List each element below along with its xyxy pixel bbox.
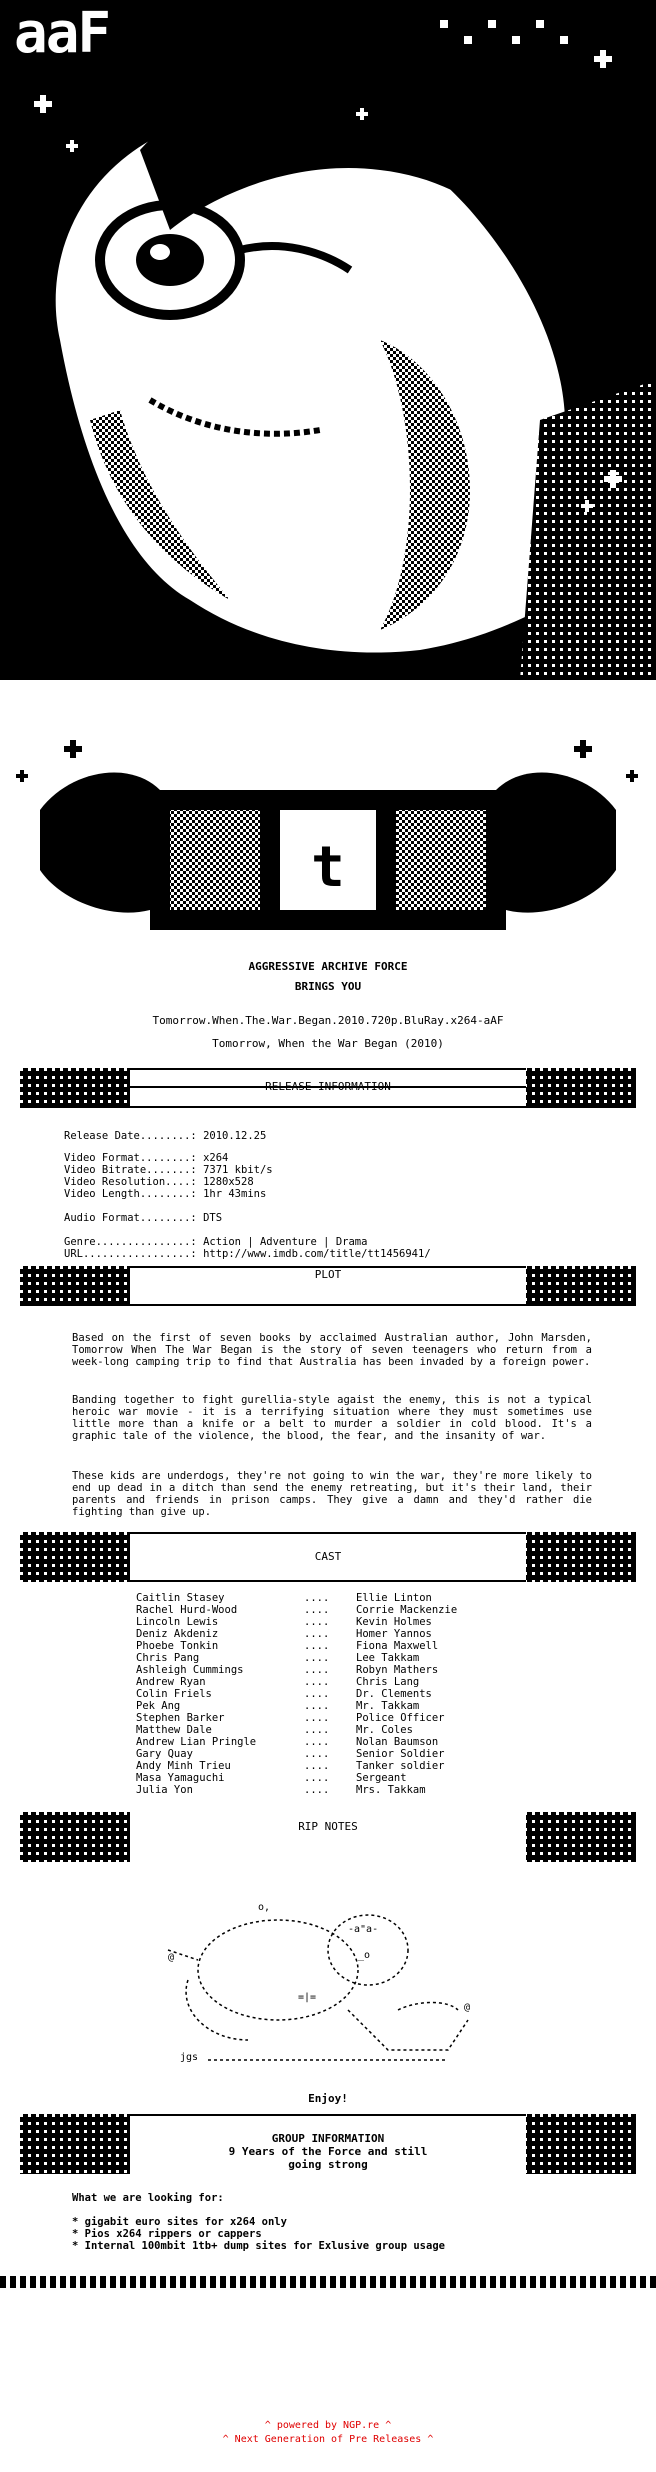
cast-role: Robyn Mathers [356, 1664, 439, 1676]
portrait-art [0, 0, 656, 680]
plot-paragraph-1: Based on the first of seven books by acclaimed Australian author, John Marsden, Tomorrow When The War Began is the story of seven teenagers who return from a week-long camping trip to find that Australia has been invaded by a foreign power. [72, 1332, 592, 1368]
cast-role: Corrie Mackenzie [356, 1604, 458, 1616]
cast-actor: Ashleigh Cummings [136, 1664, 244, 1676]
cast-actor: Julia Yon [136, 1784, 193, 1796]
section-banner-release-info [20, 1068, 636, 1108]
svg-text:-a"a-: -a"a- [348, 1924, 379, 1935]
cast-actor: Phoebe Tonkin [136, 1640, 219, 1652]
plot-paragraph-2: Banding together to fight gurellia-style agaist the enemy, this is not a typical heroic war movie - it is a terrifying situation where they must sometimes use little more than a knife or a belt to murder a soldier in cold blood. It's a graphic tale of the violence, the blood, the fear, and the insanity of war. [72, 1394, 592, 1442]
svg-text:o,: o, [258, 1902, 271, 1913]
looking-for-item-2: * Pios x264 rippers or cappers [72, 2228, 262, 2240]
cast-separator: .... [304, 1760, 330, 1772]
cast-role: Sergeant [356, 1772, 407, 1784]
cast-actor: Caitlin Stasey [136, 1592, 225, 1604]
looking-for-item-1: * gigabit euro sites for x264 only [72, 2216, 287, 2228]
cast-role: Dr. Clements [356, 1688, 432, 1700]
cast-role: Kevin Holmes [356, 1616, 432, 1628]
cast-separator: .... [304, 1700, 330, 1712]
cast-separator: .... [304, 1628, 330, 1640]
cast-actor: Matthew Dale [136, 1724, 212, 1736]
cast-actor: Lincoln Lewis [136, 1616, 219, 1628]
ascii-signature: jgs [180, 2052, 199, 2063]
cast-actor: Andrew Lian Pringle [136, 1736, 257, 1748]
cast-separator: .... [304, 1724, 330, 1736]
movie-title: Tomorrow, When the War Began (2010) [212, 1037, 444, 1050]
cast-separator: .... [304, 1784, 330, 1796]
bottom-separator [0, 2276, 656, 2288]
section-title: CAST [314, 1550, 342, 1563]
group-info-line2: going strong [288, 2158, 368, 2171]
cast-actor: Gary Quay [136, 1748, 193, 1760]
cast-role: Mrs. Takkam [356, 1784, 426, 1796]
cast-role: Nolan Baumson [356, 1736, 439, 1748]
intro-line-1: AGGRESSIVE ARCHIVE FORCE [248, 960, 408, 973]
cast-role: Police Officer [356, 1712, 445, 1724]
cast-actor: Pek Ang [136, 1700, 181, 1712]
cast-role: Senior Soldier [356, 1748, 445, 1760]
cast-role: Homer Yannos [356, 1628, 432, 1640]
plot-paragraph-3: These kids are underdogs, they're not going to win the war, they're more likely to end up dead in a ditch than send the enemy retreating, but it's their land, their parents and friends in prison camps. They give a damn and they'd rather die fighting than give up. [72, 1470, 592, 1518]
dts-emblem [0, 730, 656, 940]
svg-text:@: @ [464, 2002, 471, 2013]
section-banner-plot [20, 1266, 636, 1306]
cast-actor: Colin Friels [136, 1688, 212, 1700]
genre: Genre...............: Action | Adventure | Drama [64, 1236, 368, 1248]
cast-actor: Andrew Ryan [136, 1676, 206, 1688]
cast-separator: .... [304, 1772, 330, 1784]
svg-text:@: @ [168, 1952, 175, 1963]
footer-line-2[interactable]: ^ Next Generation of Pre Releases ^ [222, 2434, 434, 2445]
cast-role: Mr. Takkam [356, 1700, 420, 1712]
section-banner-rip-notes [20, 1812, 636, 1862]
looking-for-heading: What we are looking for: [72, 2192, 224, 2204]
cast-role: Ellie Linton [356, 1592, 432, 1604]
cast-separator: .... [304, 1664, 330, 1676]
group-logo-text: aaF [14, 1, 110, 66]
enjoy-text: Enjoy! [308, 2092, 348, 2105]
cast-actor: Deniz Akdeniz [136, 1628, 219, 1640]
cast-role: Chris Lang [356, 1676, 420, 1688]
section-title: RIP NOTES [298, 1820, 358, 1833]
group-info-line1: 9 Years of the Force and still [228, 2145, 428, 2158]
section-banner-group-info [20, 2114, 636, 2174]
cast-separator: .... [304, 1688, 330, 1700]
cast-role: Mr. Coles [356, 1724, 413, 1736]
cast-list [136, 1592, 556, 1812]
cast-actor: Masa Yamaguchi [136, 1772, 225, 1784]
video-resolution: Video Resolution....: 1280x528 [64, 1176, 254, 1188]
svg-text:=|=: =|= [298, 1992, 317, 2003]
cast-separator: .... [304, 1616, 330, 1628]
cast-actor: Rachel Hurd-Wood [136, 1604, 238, 1616]
intro-line-2: BRINGS YOU [294, 980, 362, 993]
cast-role: Lee Takkam [356, 1652, 420, 1664]
video-length: Video Length........: 1hr 43mins [64, 1188, 267, 1200]
cast-actor: Chris Pang [136, 1652, 200, 1664]
section-title: RELEASE INFORMATION [265, 1080, 391, 1093]
looking-for-item-3: * Internal 100mbit 1tb+ dump sites for Exlusive group usage [72, 2240, 445, 2252]
cast-role: Tanker soldier [356, 1760, 445, 1772]
video-bitrate: Video Bitrate.......: 7371 kbit/s [64, 1164, 273, 1176]
release-name: Tomorrow.When.The.War.Began.2010.720p.BluRay.x264-aAF [152, 1014, 504, 1027]
cast-separator: .... [304, 1652, 330, 1664]
cast-separator: .... [304, 1592, 330, 1604]
ascii-art [148, 1890, 508, 2080]
group-info-title: GROUP INFORMATION [271, 2132, 385, 2145]
svg-text:_o: _o [358, 1950, 371, 1961]
cast-separator: .... [304, 1736, 330, 1748]
cast-separator: .... [304, 1676, 330, 1688]
section-title: PLOT [314, 1268, 342, 1281]
release-date: Release Date........: 2010.12.25 [64, 1130, 267, 1142]
cast-separator: .... [304, 1640, 330, 1652]
section-banner-cast [20, 1532, 636, 1582]
imdb-url[interactable]: URL.................: http://www.imdb.com/title/tt1456941/ [64, 1248, 431, 1260]
cast-separator: .... [304, 1712, 330, 1724]
cast-separator: .... [304, 1604, 330, 1616]
cast-role: Fiona Maxwell [356, 1640, 439, 1652]
cast-actor: Stephen Barker [136, 1712, 225, 1724]
audio-format: Audio Format........: DTS [64, 1212, 223, 1224]
group-logo [8, 2, 148, 66]
video-format: Video Format........: x264 [64, 1152, 229, 1164]
cast-actor: Andy Minh Trieu [136, 1760, 231, 1772]
svg-text:t: t [311, 835, 345, 900]
footer-line-1[interactable]: ^ powered by NGP.re ^ [264, 2420, 392, 2431]
cast-separator: .... [304, 1748, 330, 1760]
